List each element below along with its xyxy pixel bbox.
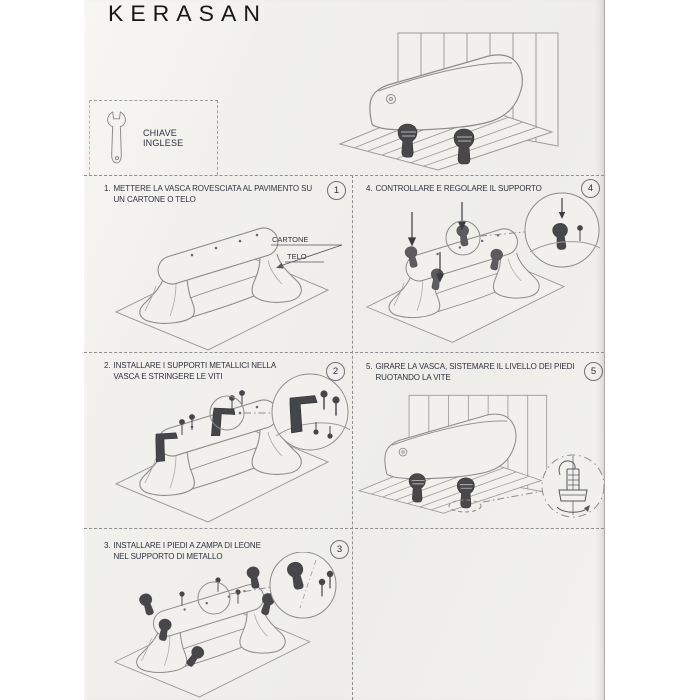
step-3-badge: 3	[330, 540, 349, 559]
step-1-number: 1.	[104, 184, 111, 193]
wrench-icon	[105, 109, 130, 167]
step-4-illustration	[356, 192, 604, 350]
step-2-number: 2.	[104, 361, 111, 370]
divider-top	[84, 175, 604, 176]
step-4-number: 4.	[366, 184, 373, 193]
step-2-badge: 2	[326, 362, 345, 381]
step-3-number: 3.	[104, 541, 111, 550]
upright-tub-scene	[340, 33, 558, 170]
step-5-badge: 5	[584, 362, 603, 381]
cartone-label: CARTONE	[272, 235, 309, 244]
step-5-text: GIRARE LA VASCA, SISTEMARE IL LIVELLO DEI PIEDI RUOTANDO LA VITE	[375, 362, 575, 383]
tools-label: CHIAVE INGLESE	[142, 128, 184, 148]
divider-middle	[84, 352, 604, 353]
pointer-arrow	[276, 245, 342, 269]
step-1-text: METTERE LA VASCA ROVESCIATA AL PAVIMENTO SU UN CARTONE O TELO	[113, 184, 313, 205]
step-1-badge: 1	[327, 181, 346, 200]
divider-vertical	[352, 175, 353, 700]
step-3-illustration	[98, 552, 350, 700]
step-5-number: 5.	[366, 362, 373, 371]
step-2-illustration	[98, 372, 350, 526]
tools-box	[89, 100, 218, 175]
telo-label: TELO	[287, 252, 307, 261]
bathtub-overview-illustration	[334, 28, 562, 172]
step-2-text: INSTALLARE I SUPPORTI METALLICI NELLA VASCA E STRINGERE LE VITI	[113, 361, 276, 382]
detail-circle	[272, 374, 350, 450]
step-1-illustration	[100, 210, 350, 352]
step-4-text: CONTROLLARE E REGOLARE IL SUPPORTO	[375, 184, 542, 193]
step-3-text: INSTALLARE I PIEDI A ZAMPA DI LEONE NEL SUPPORTO DI METALLO	[113, 541, 261, 562]
detail-circle	[270, 552, 336, 618]
brand-logo: KERASAN	[108, 1, 267, 26]
detail-circle	[525, 193, 600, 267]
divider-bottom	[84, 528, 604, 529]
step-5-illustration	[354, 388, 606, 528]
upright-tub-scene	[359, 395, 546, 513]
detail-circle	[542, 455, 604, 517]
step-4-badge: 4	[581, 179, 600, 198]
step-5-instruction	[366, 361, 588, 383]
step-1-instruction	[104, 183, 316, 205]
